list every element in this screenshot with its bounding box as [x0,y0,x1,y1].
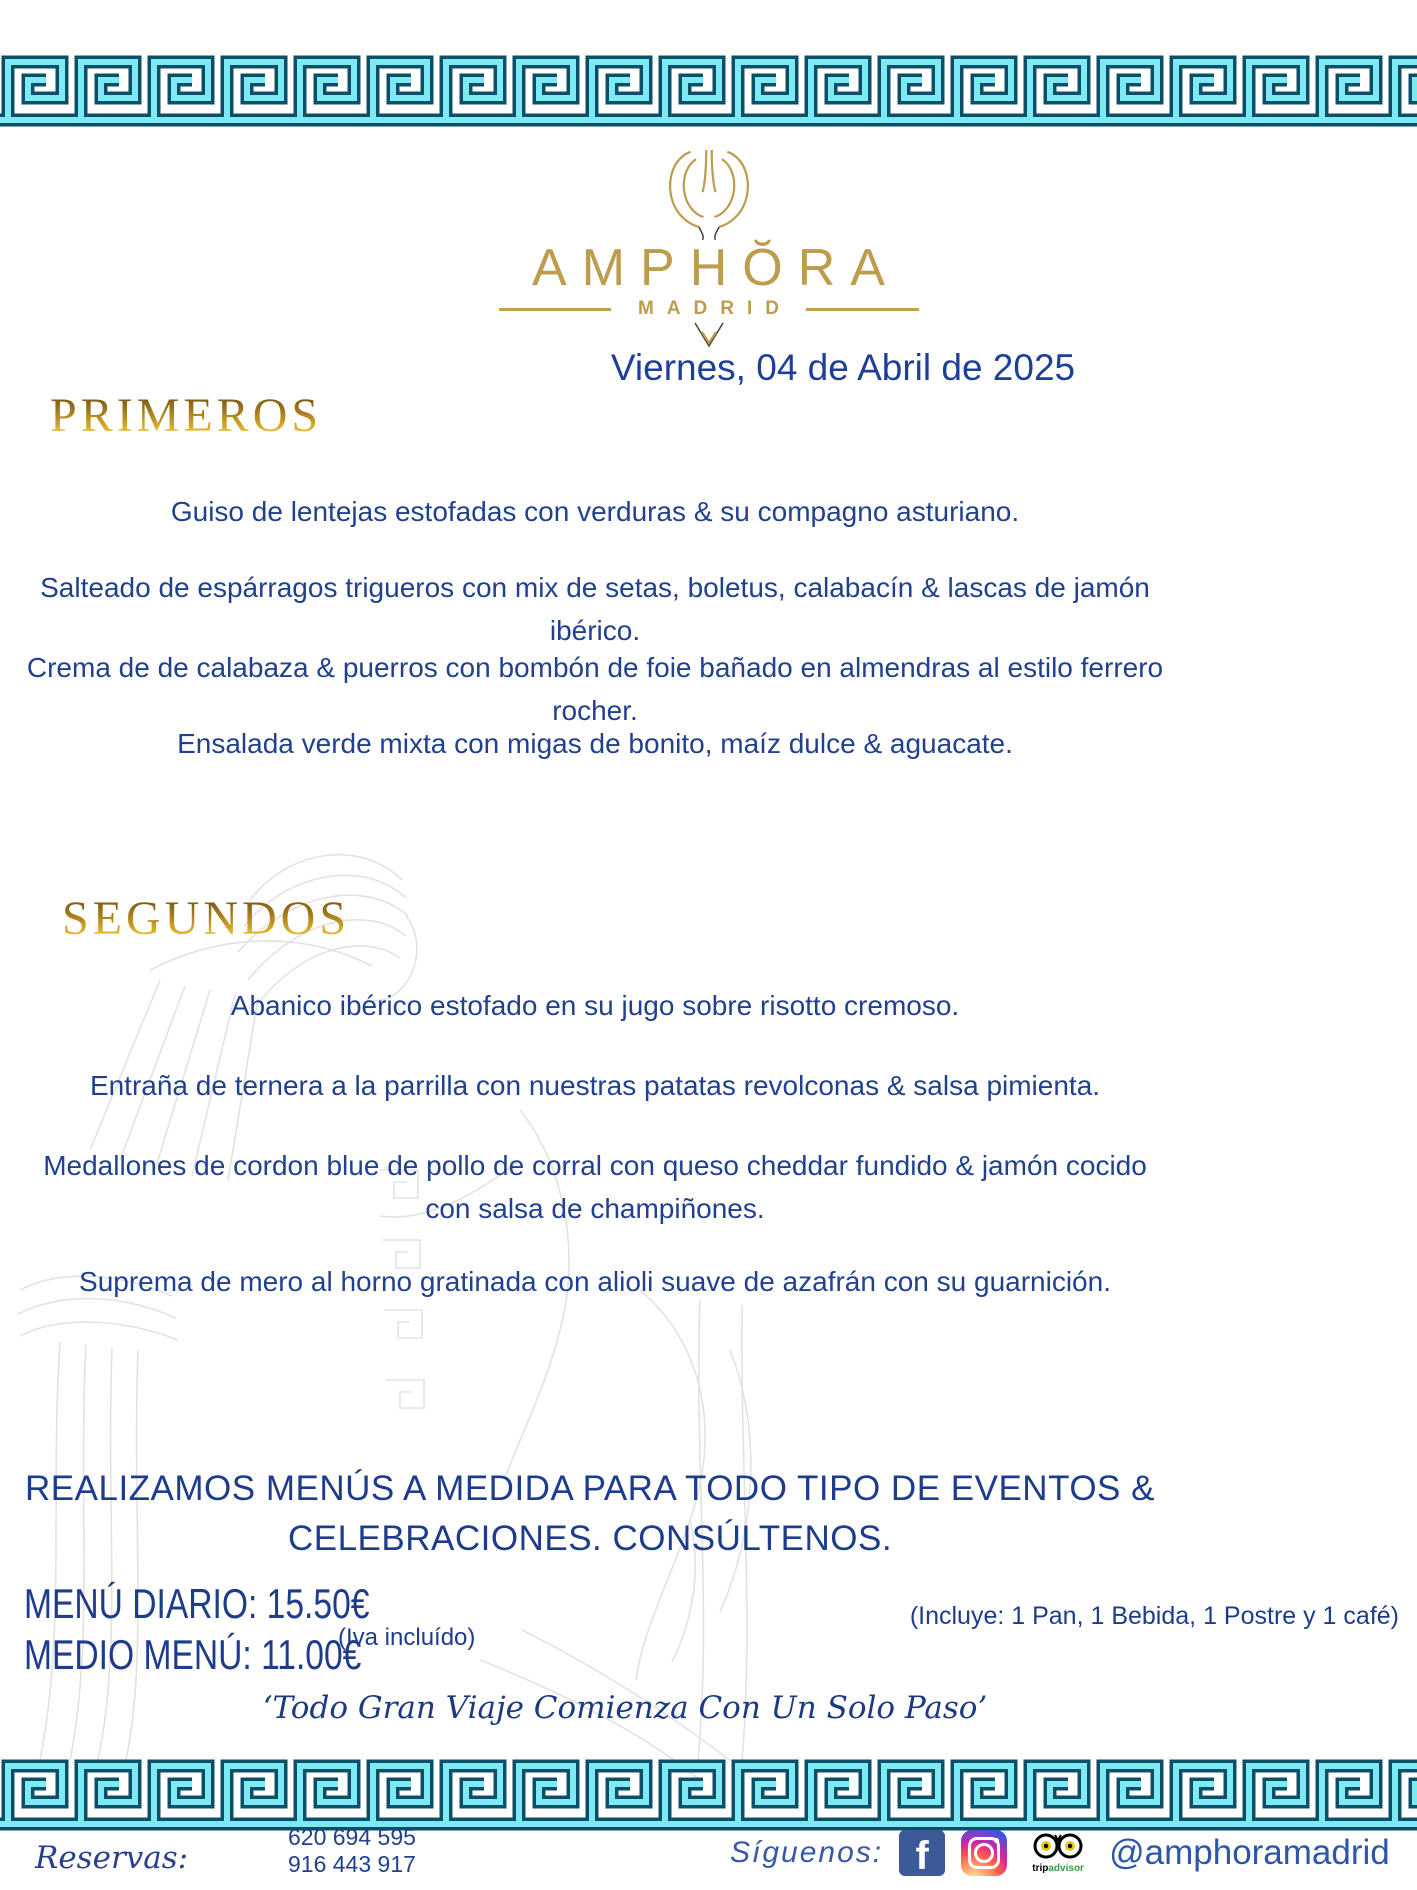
events-banner-line2: CELEBRACIONES. CONSÚLTENOS. [287,1519,893,1558]
reservas-label: Reservas: [35,1840,189,1876]
menu-item: Entraña de ternera a la parrilla con nuestras patatas revolconas & salsa pimienta. [89,1070,1101,1101]
menu-date: Viernes, 04 de Abril de 2025 [610,347,1076,388]
quote-text: ‘Todo Gran Viaje Comienza Con Un Solo Paso’ [262,1690,988,1726]
brand-subtitle: MADRID [638,298,792,319]
tripadvisor-label [1032,1864,1084,1874]
includes-note: (Incluye: 1 Pan, 1 Bebida, 1 Postre y 1 café) [909,1602,1399,1630]
social-handle[interactable]: @amphoramadrid [1109,1833,1390,1872]
tripadvisor-icon[interactable] [1023,1832,1093,1874]
events-banner-line1: REALIZAMOS MENÚS A MEDIDA PARA TODO TIPO DE EVENTOS & [25,1469,1155,1508]
section-title-primeros: PRIMEROS [50,389,323,442]
medio-menu-price: MEDIO MENÚ: 11.00€ [24,1631,362,1678]
section-title-segundos: SEGUNDOS [62,892,351,945]
tripadvisor-label-advisor: advisor [1048,1863,1084,1874]
tripadvisor-owl-icon [1032,1832,1084,1864]
siguenos-label: Síguenos: [730,1836,884,1869]
menu-diario-price: MENÚ DIARIO: 15.50€ [24,1580,370,1627]
social-row [730,1830,1390,1876]
menu-item: Suprema de mero al horno gratinada con alioli suave de azafrán con su guarnición. [79,1266,1111,1297]
menu-item: Ensalada verde mixta con migas de bonito, maíz dulce & aguacate. [177,728,1013,759]
phone-number: 620 694 595 [288,1824,416,1850]
amphora-foot-icon [687,322,731,348]
iva-note: (Iva incluído) [338,1624,476,1651]
instagram-lens [974,1843,994,1863]
phone-number: 916 443 917 [288,1851,416,1877]
reservas-phones [288,1824,416,1878]
greek-border-top [0,48,1417,134]
instagram-icon[interactable] [961,1830,1007,1876]
logo-block [0,148,1417,348]
brand-rule-left [499,308,612,311]
menu-item: Abanico ibérico estofado en su jugo sobre risotto cremoso. [230,990,960,1021]
greek-border-bottom [0,1752,1417,1838]
menu-item: Crema de de calabaza & puerros con bombón de foie bañado en almendras al estilo ferrero rocher. [26,652,1164,726]
menu-item: Salteado de espárragos trigueros con mix de setas, boletus, calabacín & lascas de jamón ibérico. [40,572,1150,646]
facebook-icon[interactable]: f [899,1830,945,1876]
menu-item: Medallones de cordon blue de pollo de corral con queso cheddar fundido & jamón cocido con salsa de champiñones. [43,1150,1147,1224]
brand-subtitle-row [499,298,919,320]
brand-rule-right [806,308,919,311]
events-banner [0,1464,1180,1564]
menu-item: Guiso de lentejas estofadas con verduras & su compagno asturiano. [170,496,1020,527]
amphora-logo-icon [654,148,764,240]
brand-wordmark: AMPHŎRA [532,239,900,297]
tripadvisor-label-trip: trip [1032,1863,1049,1874]
